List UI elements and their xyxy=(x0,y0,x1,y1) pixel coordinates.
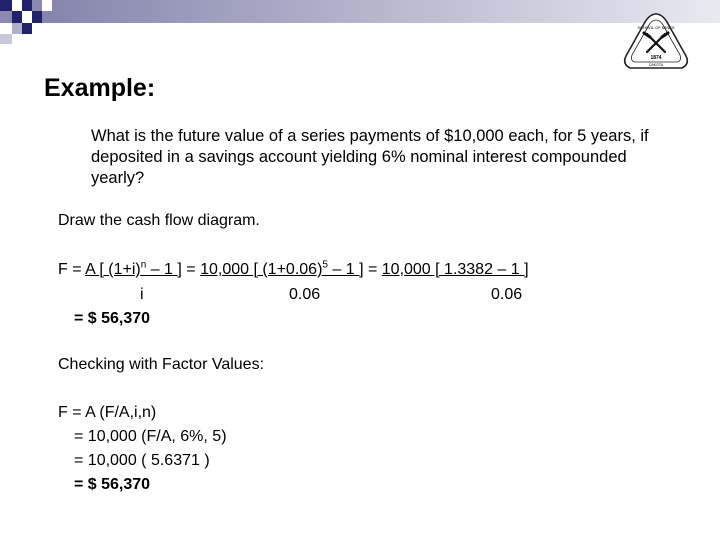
formula-numerator-line xyxy=(58,261,529,279)
header-decoration xyxy=(0,0,720,50)
check-line-3: = 10,000 ( 5.6371 ) xyxy=(74,452,210,469)
formula-equals-2: = xyxy=(363,261,382,278)
formula-result: = $ 56,370 xyxy=(74,310,151,327)
formula-lhs: F = xyxy=(58,261,86,278)
check-heading: Checking with Factor Values: xyxy=(58,356,265,373)
formula-numerator-1: A [ $(1+i)^n - 1$ ] xyxy=(85,259,182,278)
formula-denominator-3: 0.06 xyxy=(491,286,523,303)
svg-text:1874: 1874 xyxy=(650,55,662,61)
question-text: What is the future value of a series payments of $10,000 each, for 5 years, if deposited in a savings account yielding 6% nominal interest compounded yearly? xyxy=(91,127,649,187)
slide-title: Example: xyxy=(44,74,156,102)
formula-equals-1: = xyxy=(181,261,201,278)
instruction-text: Draw the cash flow diagram. xyxy=(58,212,260,229)
formula-denominator-1: i xyxy=(140,286,144,303)
svg-text:DAKOTA: DAKOTA xyxy=(648,63,664,67)
check-line-2: = 10,000 (F/A, 6%, 5) xyxy=(74,428,227,445)
check-line-4: = $ 56,370 xyxy=(74,476,151,493)
formula-numerator-3: 10,000 [ 1.3382 – 1 ] xyxy=(381,261,529,278)
formula-denominator-2: 0.06 xyxy=(289,286,321,303)
formula-numerator-2: 10,000 [ $(1+0.06)^5 - 1$ ] xyxy=(200,259,364,278)
svg-text:SCHOOL OF MINES: SCHOOL OF MINES xyxy=(637,25,675,30)
school-seal-logo xyxy=(620,12,692,78)
check-line-1: F = A (F/A,i,n) xyxy=(58,404,157,421)
